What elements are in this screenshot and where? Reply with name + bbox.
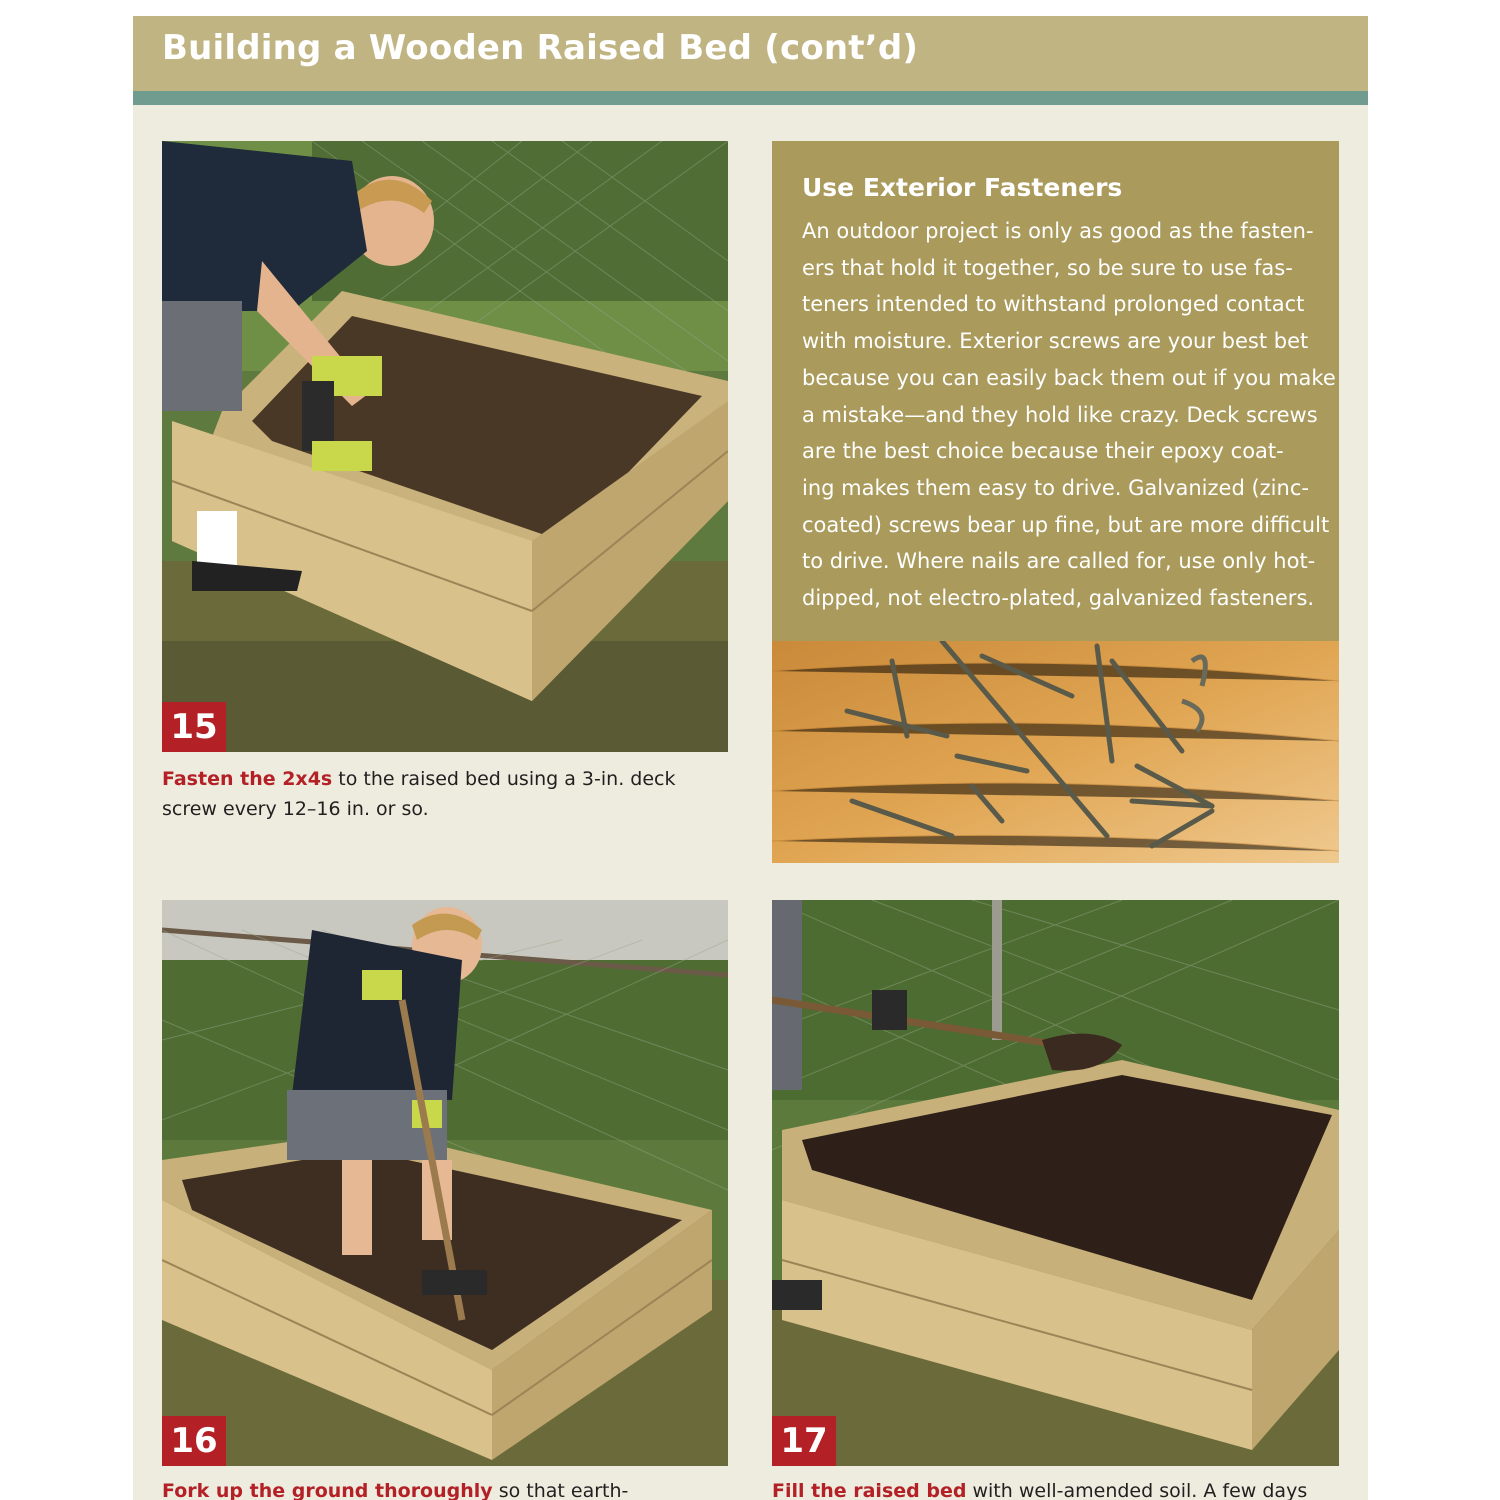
step-16-caption-text: so that earth- (492, 1480, 629, 1500)
step-17-caption-lead: Fill the raised bed (772, 1480, 967, 1500)
step-15-caption-text-1: to the raised bed using a 3-in. deck (332, 768, 676, 790)
sidebar-line: a mistake—and they hold like crazy. Deck screws (802, 402, 1318, 427)
sidebar-line: dipped, not electro-plated, galvanized fasteners. (802, 586, 1315, 611)
sidebar-line: teners intended to withstand prolonged contact (802, 292, 1305, 317)
page (133, 16, 1368, 1500)
sidebar-body (802, 213, 1336, 617)
sidebar-line: ing makes them easy to drive. Galvanized (zinc- (802, 475, 1309, 500)
fasteners-sidebar (772, 141, 1339, 863)
step-17-caption (772, 1476, 1339, 1500)
step-15-photo (162, 141, 728, 752)
sidebar-line: coated) screws bear up fine, but are more difficult (802, 512, 1330, 537)
step-15-caption-text-2: screw every 12–16 in. or so. (162, 798, 429, 820)
step-number-badge: 15 (162, 702, 226, 752)
sidebar-line: to drive. Where nails are called for, use only hot- (802, 549, 1316, 574)
header-divider (133, 91, 1368, 105)
step-16-caption (162, 1476, 728, 1500)
step-number-badge: 16 (162, 1416, 226, 1466)
sidebar-line: because you can easily back them out if you make (802, 365, 1336, 390)
sidebar-line: An outdoor project is only as good as the fasten- (802, 219, 1314, 243)
fasteners-photo (772, 641, 1339, 863)
page-header (133, 16, 1368, 91)
sidebar-line: with moisture. Exterior screws are your best bet (802, 329, 1309, 354)
step-15-caption-lead: Fasten the 2x4s (162, 768, 333, 790)
sidebar-line: are the best choice because their epoxy coat- (802, 439, 1284, 464)
sidebar-line: ers that hold it together, so be sure to use fas- (802, 255, 1293, 280)
step-17-caption-text: with well-amended soil. A few days (966, 1480, 1308, 1500)
step-17-photo (772, 900, 1339, 1466)
step-16-caption-lead: Fork up the ground thoroughly (162, 1480, 493, 1500)
page-title: Building a Wooden Raised Bed (cont’d) (162, 28, 919, 68)
step-16-photo (162, 900, 728, 1466)
sidebar-title: Use Exterior Fasteners (802, 173, 1123, 202)
step-15-caption (162, 764, 728, 824)
step-number-badge: 17 (772, 1416, 836, 1466)
